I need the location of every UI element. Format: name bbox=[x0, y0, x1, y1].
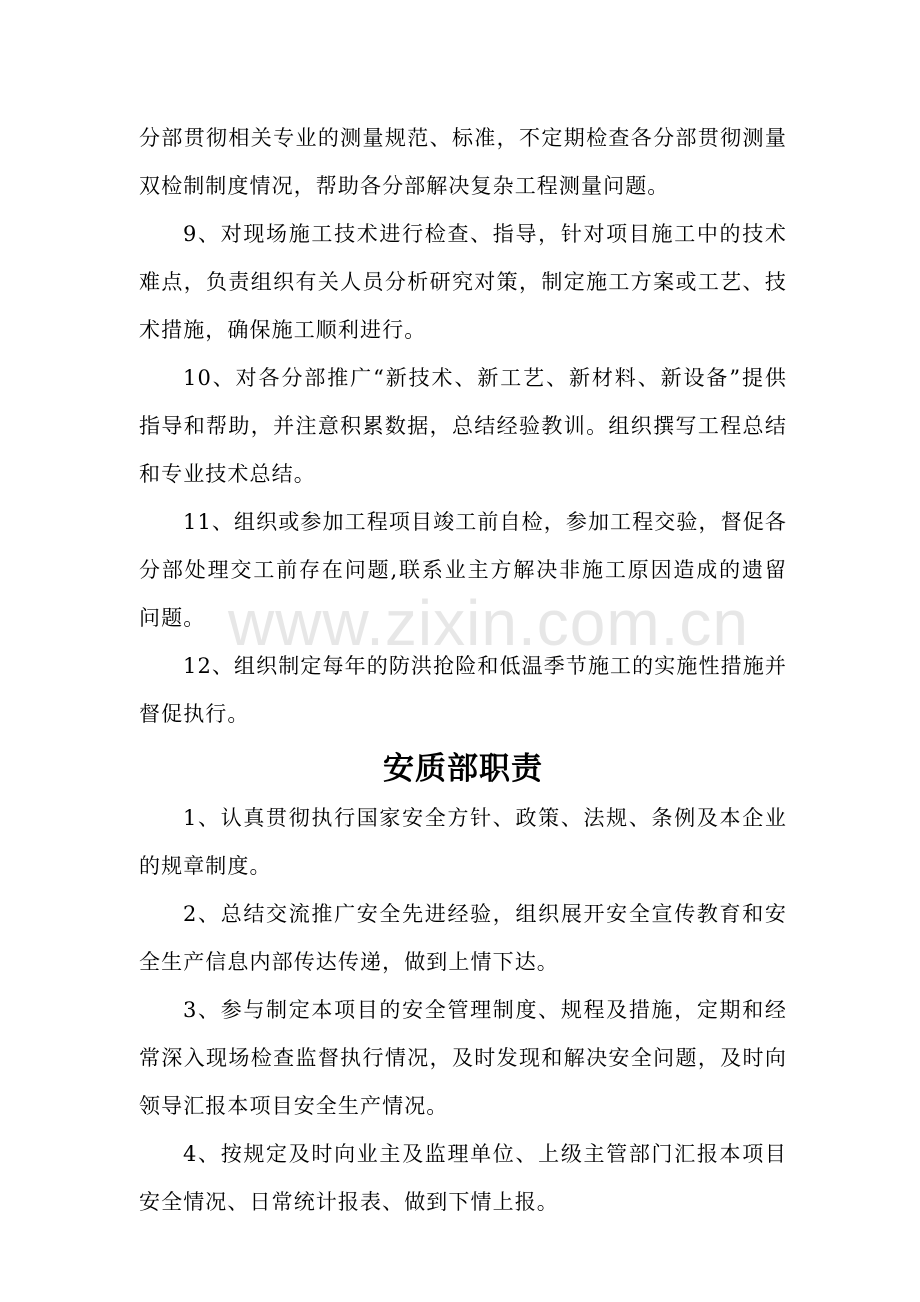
paragraph-continuation: 分部贯彻相关专业的测量规范、标准，不定期检查各分部贯彻测量双检制制度情况，帮助各分部解决复杂工程测量问题。 bbox=[139, 126, 787, 198]
watermark: www.zixin.com.cn bbox=[228, 587, 749, 659]
document-body bbox=[139, 114, 787, 1226]
paragraph-item-9: 9、对现场施工技术进行检查、指导，针对项目施工中的技术难点，负责组织有关人员分析研究对策，制定施工方案或工艺、技术措施，确保施工顺利进行。 bbox=[139, 222, 787, 342]
paragraph-item-3: 3、参与制定本项目的安全管理制度、规程及措施，定期和经常深入现场检查监督执行情况，及时发现和解决安全问题，及时向领导汇报本项目安全生产情况。 bbox=[139, 998, 787, 1118]
paragraph-item-1: 1、认真贯彻执行国家安全方针、政策、法规、条例及本企业的规章制度。 bbox=[139, 806, 787, 878]
section-heading: 安质部职责 bbox=[383, 751, 543, 787]
paragraph-item-10: 10、对各分部推广“新技术、新工艺、新材料、新设备”提供指导和帮助，并注意积累数据，总结经验教训。组织撰写工程总结和专业技术总结。 bbox=[139, 366, 787, 486]
paragraph-item-4: 4、按规定及时向业主及监理单位、上级主管部门汇报本项目安全情况、日常统计报表、做到下情上报。 bbox=[139, 1142, 787, 1214]
paragraph-item-2: 2、总结交流推广安全先进经验，组织展开安全宣传教育和安全生产信息内部传达传递，做到上情下达。 bbox=[139, 902, 787, 974]
paragraph-item-11: 11、组织或参加工程项目竣工前自检，参加工程交验，督促各分部处理交工前存在问题,联系业主方解决非施工原因造成的遗留问题。 bbox=[139, 510, 787, 630]
paragraph-item-12: 12、组织制定每年的防洪抢险和低温季节施工的实施性措施并督促执行。 bbox=[139, 654, 787, 726]
